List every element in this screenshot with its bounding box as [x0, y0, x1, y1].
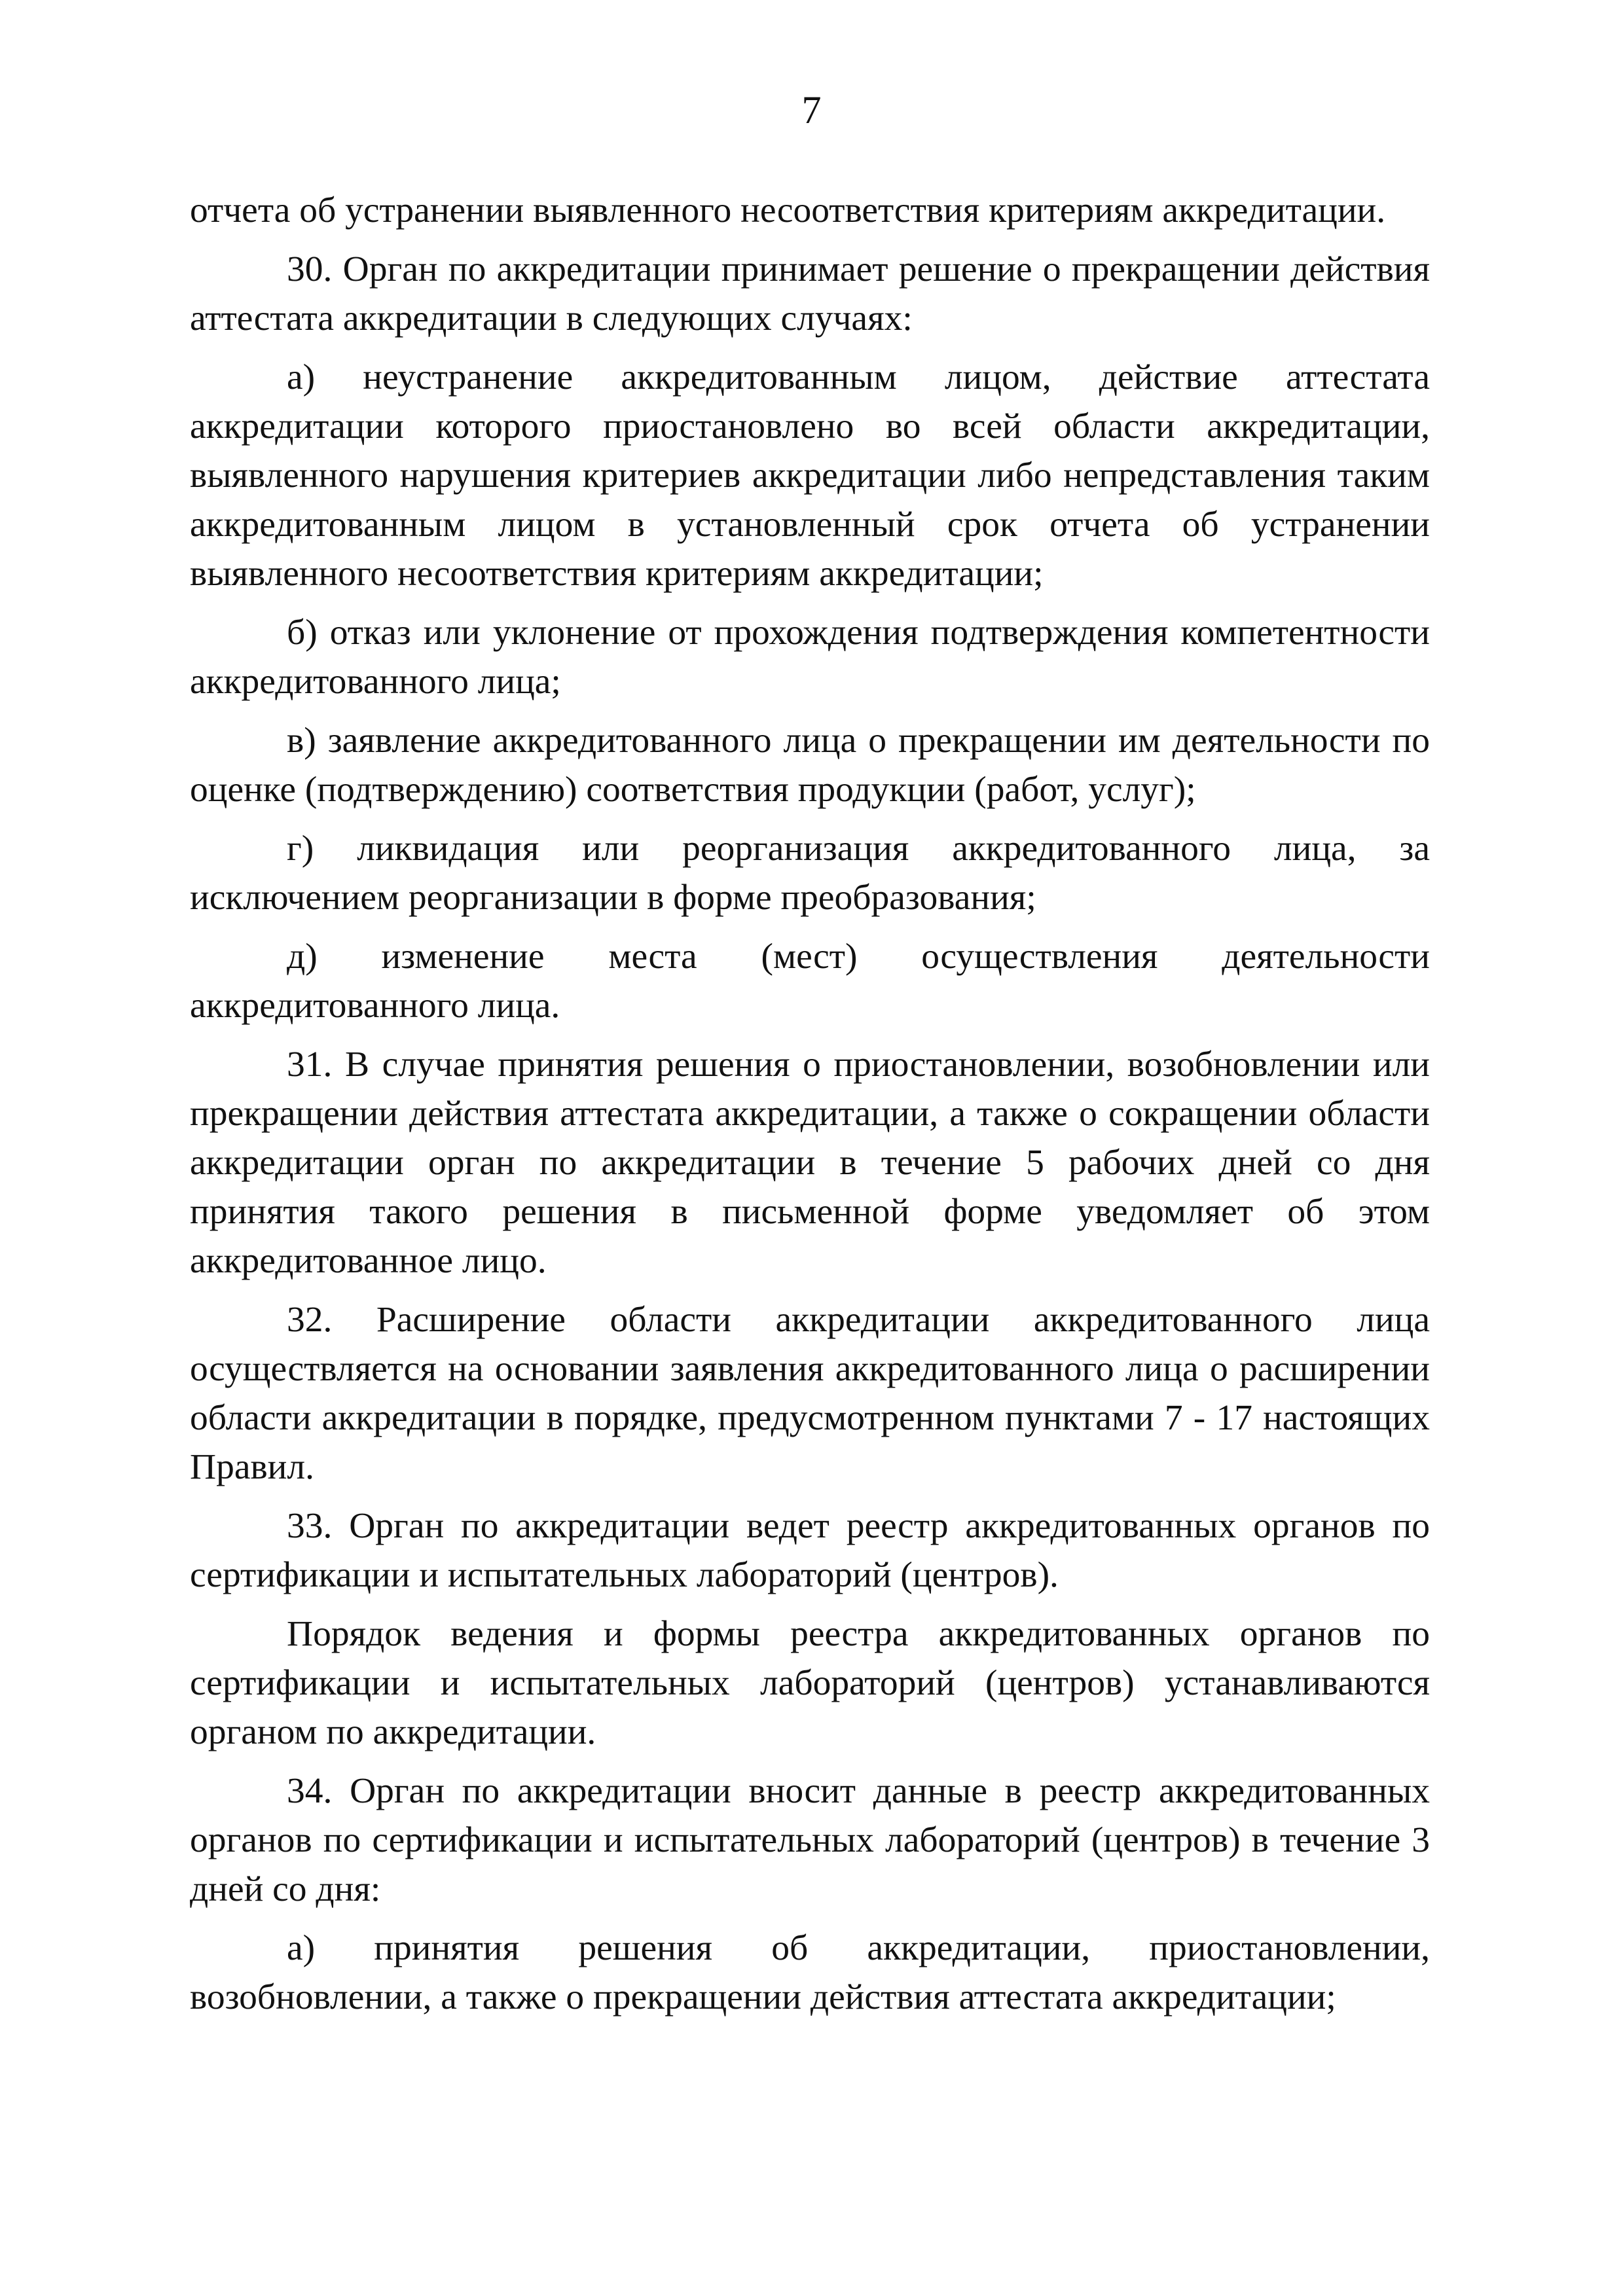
paragraph: Порядок ведения и формы реестра аккредитованных органов по сертификации и испытательных лабораторий (центров) устанавливаются органом по аккредитации. — [190, 1614, 1430, 1752]
paragraph: б) отказ или уклонение от прохождения подтверждения компетентности аккредитованного лица; — [190, 613, 1430, 702]
paragraph: 34. Орган по аккредитации вносит данные в реестр аккредитованных органов по сертификации и испытательных лабораторий (центров) в течение 3 дней со дня: — [190, 1771, 1430, 1909]
paragraph: в) заявление аккредитованного лица о прекращении им деятельности по оценке (подтверждению) соответствия продукции (работ, услуг); — [190, 721, 1430, 810]
paragraph: 33. Орган по аккредитации ведет реестр аккредитованных органов по сертификации и испытательных лабораторий (центров). — [190, 1506, 1430, 1595]
paragraph: а) принятия решения об аккредитации, приостановлении, возобновлении, а также о прекращении действия аттестата аккредитации; — [190, 1928, 1430, 2017]
paragraph: д) изменение места (мест) осуществления деятельности аккредитованного лица. — [190, 937, 1430, 1026]
paragraph: отчета об устранении выявленного несоответствия критериям аккредитации. — [190, 190, 1386, 230]
paragraph: 31. В случае принятия решения о приостановлении, возобновлении или прекращении действия аттестата аккредитации, а также о сокращении области аккредитации орган по аккредитации в течение 5 рабочих дней со дня принятия такого решения в письменной форме уведомляет об этом аккредитованное лицо. — [190, 1045, 1430, 1281]
paragraph: 30. Орган по аккредитации принимает решение о прекращении действия аттестата аккредитации в следующих случаях: — [190, 249, 1430, 338]
page-number: 7 — [801, 88, 822, 132]
paragraph: а) неустранение аккредитованным лицом, действие аттестата аккредитации которого приостановлено во всей области аккредитации, выявленного нарушения критериев аккредитации либо непредставления таким аккредитованным лицом в установленный срок отчета об устранении выявленного несоответствия критериям аккредитации; — [190, 357, 1430, 594]
paragraph: 32. Расширение области аккредитации аккредитованного лица осуществляется на основании заявления аккредитованного лица о расширении области аккредитации в порядке, предусмотренном пунктами 7 - 17 настоящих Правил. — [190, 1300, 1430, 1487]
paragraph: г) ликвидация или реорганизация аккредитованного лица, за исключением реорганизации в форме преобразования; — [190, 829, 1430, 918]
document-body — [190, 186, 1430, 2032]
